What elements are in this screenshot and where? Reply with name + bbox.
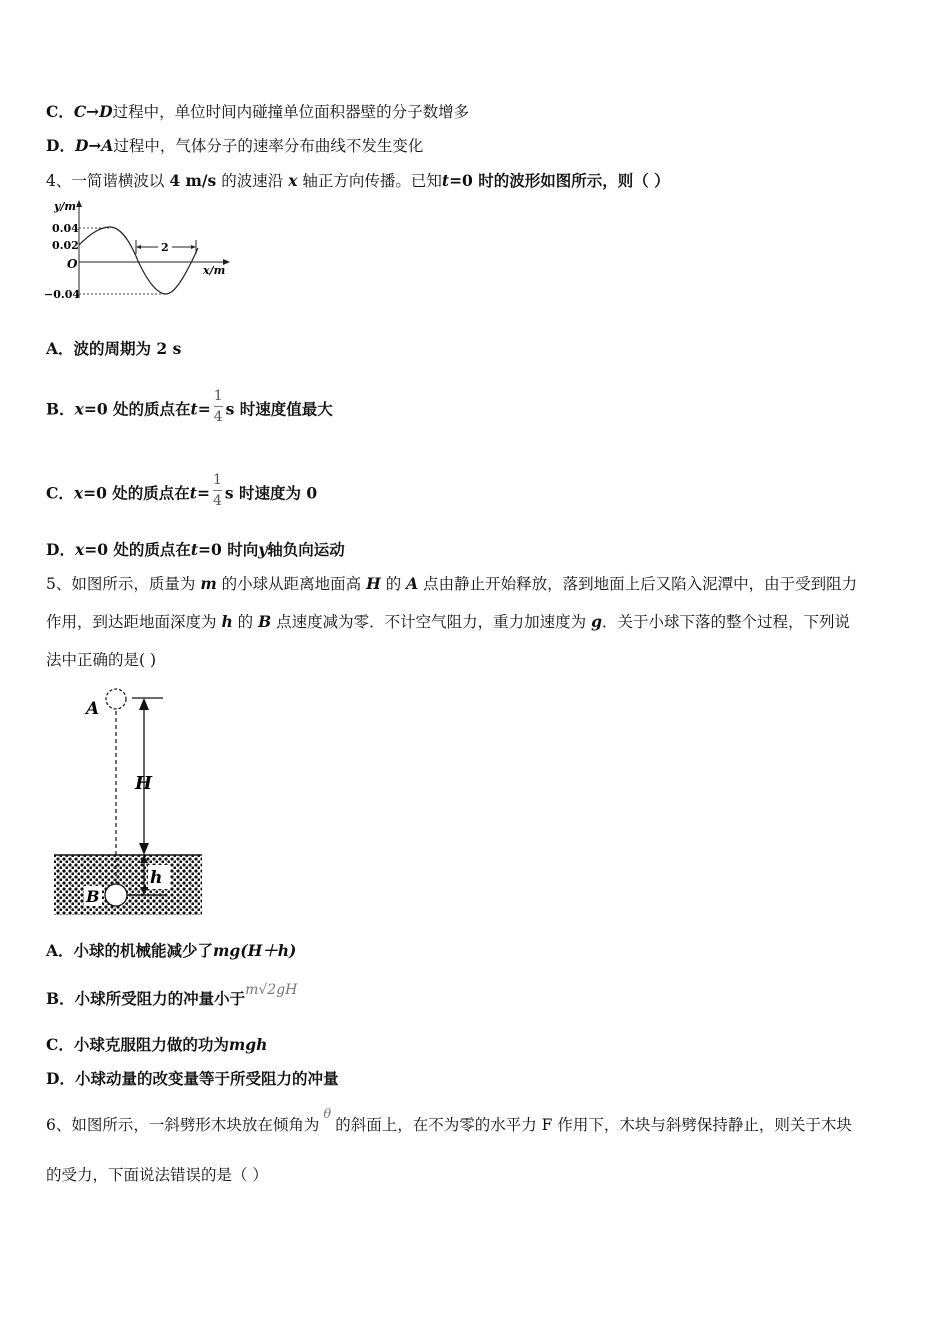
q4-option-d: D．x=0 处的质点在t=0 时向y轴负向运动 bbox=[46, 540, 345, 559]
tick-label: 0.04 bbox=[52, 222, 79, 235]
ball-at-b bbox=[105, 884, 127, 906]
span-arrow-head bbox=[191, 245, 196, 249]
ball-at-a bbox=[106, 689, 126, 709]
q5-option-c: C．小球克服阻力做的功为mgh bbox=[46, 1035, 268, 1054]
q4-option-a: A．波的周期为 2 s bbox=[46, 339, 182, 358]
q5-stem-line1: 5、如图所示，质量为 m 的小球从距离地面高 H 的 A 点由静止开始释放，落到地面上后又陷入泥潭中，由于受到阻力 bbox=[46, 574, 858, 593]
q5-stem-line2: 作用，到达距地面深度为 h 的 B 点速度减为零．不计空气阻力，重力加速度为 g．关于小球下落的整个过程，下列说 bbox=[46, 612, 850, 631]
q4-stem: 4、一简谐横波以 4 m/s 的波速沿 x 轴正方向传播。已知t=0 时的波形如图所示，则（ ） bbox=[46, 171, 670, 190]
tick-label: −0.04 bbox=[44, 288, 81, 301]
q4-option-c: C．x=0 处的质点在t= $\frac{1}{4}$ s 时速度为 0 bbox=[46, 472, 318, 509]
fraction: $\frac{1}{4}$ bbox=[213, 388, 223, 425]
q6-stem-line1: 6、如图所示，一斜劈形木块放在倾角为$^\theta$的斜面上，在不为零的水平力 F 作用下，木块与斜劈保持静止，则关于木块 bbox=[46, 1107, 852, 1134]
q3-option-c: C．C→D过程中，单位时间内碰撞单位面积器壁的分子数增多 bbox=[46, 102, 470, 121]
mud-region bbox=[54, 855, 202, 915]
q5-option-d: D．小球动量的改变量等于所受阻力的冲量 bbox=[46, 1069, 339, 1088]
q5-option-a: A．小球的机械能减少了mg(H＋h) bbox=[46, 941, 297, 960]
q4-option-b: B．x=0 处的质点在t= $\frac{1}{4}$ s 时速度值最大 bbox=[46, 388, 333, 425]
height-arrow-head bbox=[139, 698, 149, 710]
wave-graph bbox=[40, 198, 240, 306]
q6-stem-line2: 的受力，下面说法错误的是（ ） bbox=[46, 1166, 268, 1184]
theta-symbol: θ bbox=[323, 1107, 332, 1122]
label-h-big: H bbox=[135, 773, 153, 794]
fraction: $\frac{1}{4}$ bbox=[212, 472, 222, 509]
q5-option-b: B．小球所受阻力的冲量小于m√2gH bbox=[46, 982, 298, 1008]
y-axis-arrow bbox=[76, 200, 82, 207]
label-h-small: h bbox=[150, 868, 163, 888]
process-label: D→A bbox=[74, 136, 114, 155]
tick-label: O bbox=[67, 257, 78, 271]
tick-label: 0.02 bbox=[52, 239, 79, 252]
process-label: C→D bbox=[73, 102, 113, 121]
span-arrow-head bbox=[136, 245, 141, 249]
span-label: 2 bbox=[161, 241, 169, 254]
mud-pit-diagram bbox=[50, 683, 210, 919]
q5-stem-line3: 法中正确的是( ) bbox=[46, 651, 157, 669]
y-axis-label: y/m bbox=[54, 200, 77, 213]
x-axis-label: x/m bbox=[203, 264, 226, 277]
wave-curve bbox=[79, 227, 198, 294]
sqrt-expression: m√2gH bbox=[245, 982, 298, 998]
height-arrow-head bbox=[139, 843, 149, 855]
label-a: A bbox=[86, 699, 100, 719]
label-b: B bbox=[86, 887, 100, 906]
q3-option-d: D．D→A过程中，气体分子的速率分布曲线不发生变化 bbox=[46, 136, 424, 155]
